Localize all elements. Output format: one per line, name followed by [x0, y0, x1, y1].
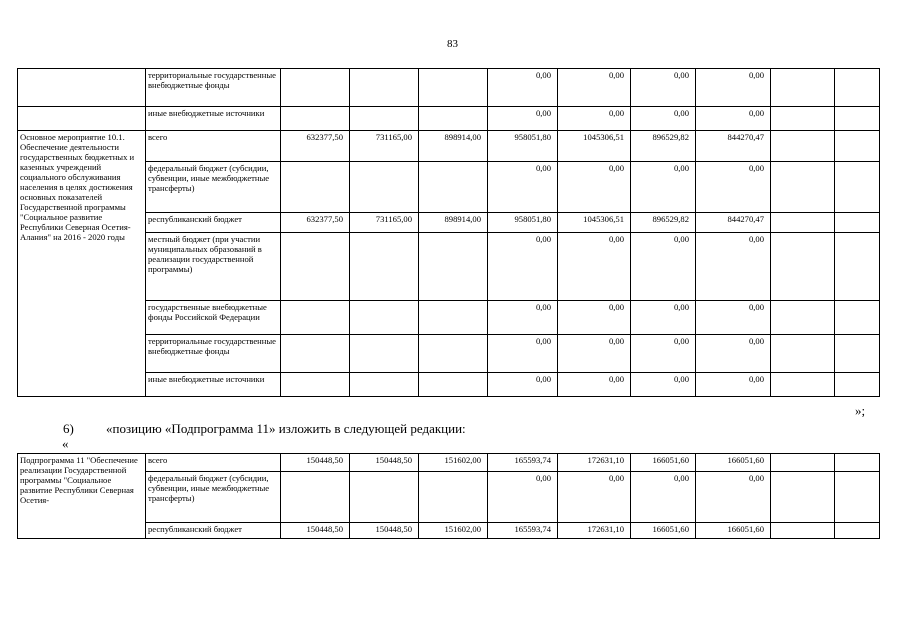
- value-cell: [419, 335, 488, 373]
- measure-name-cell: Основное мероприятие 10.1. Обеспечение деятельности государственных бюджетных и казенных учреждений социального обслуживания населения в целях достижения основных показателей Государственной программы "Социальное развитие Республики Северная Осетия-Алания" на 2016 - 2020 годы: [18, 131, 146, 397]
- value-cell: 0,00: [488, 107, 558, 131]
- value-cell: [835, 233, 880, 301]
- funding-source-cell: федеральный бюджет (субсидии, субвенции, иные межбюджетные трансферты): [146, 472, 281, 523]
- funding-source-cell: всего: [146, 131, 281, 162]
- table-row: [18, 162, 880, 213]
- value-cell: 0,00: [631, 301, 696, 335]
- opening-quote: «: [62, 436, 69, 451]
- value-cell: 166051,60: [696, 523, 771, 539]
- value-cell: 0,00: [631, 233, 696, 301]
- value-cell: 0,00: [558, 373, 631, 397]
- table-row: [18, 472, 880, 523]
- value-cell: [771, 162, 835, 213]
- table-row: [18, 301, 880, 335]
- funding-source-cell: федеральный бюджет (субсидии, субвенции, иные межбюджетные трансферты): [146, 162, 281, 213]
- value-cell: 844270,47: [696, 213, 771, 233]
- budget-table-bottom: [17, 453, 880, 539]
- value-cell: 0,00: [696, 472, 771, 523]
- value-cell: [281, 472, 350, 523]
- table-row: [18, 131, 880, 162]
- value-cell: [771, 233, 835, 301]
- value-cell: 150448,50: [281, 454, 350, 472]
- value-cell: 632377,50: [281, 131, 350, 162]
- table-row: [18, 233, 880, 301]
- value-cell: 898914,00: [419, 131, 488, 162]
- value-cell: [771, 107, 835, 131]
- funding-source-cell: территориальные государственные внебюджетные фонды: [146, 335, 281, 373]
- value-cell: [419, 162, 488, 213]
- measure-name-cell: [18, 107, 146, 131]
- value-cell: [835, 472, 880, 523]
- funding-source-cell: местный бюджет (при участии муниципальных образований в реализации государственной программы): [146, 233, 281, 301]
- value-cell: 0,00: [488, 335, 558, 373]
- value-cell: 0,00: [558, 162, 631, 213]
- value-cell: 0,00: [696, 69, 771, 107]
- value-cell: 0,00: [696, 233, 771, 301]
- value-cell: [350, 301, 419, 335]
- value-cell: 0,00: [558, 472, 631, 523]
- value-cell: [771, 213, 835, 233]
- value-cell: [835, 69, 880, 107]
- value-cell: [771, 454, 835, 472]
- table-row: [18, 454, 880, 472]
- value-cell: [281, 335, 350, 373]
- value-cell: [419, 373, 488, 397]
- table-row: [18, 69, 880, 107]
- value-cell: 0,00: [558, 301, 631, 335]
- value-cell: 958051,80: [488, 131, 558, 162]
- value-cell: [281, 373, 350, 397]
- value-cell: [835, 373, 880, 397]
- value-cell: 0,00: [696, 107, 771, 131]
- table-row: [18, 523, 880, 539]
- value-cell: 1045306,51: [558, 213, 631, 233]
- value-cell: 0,00: [631, 335, 696, 373]
- value-cell: 0,00: [631, 373, 696, 397]
- value-cell: [350, 162, 419, 213]
- funding-source-cell: государственные внебюджетные фонды Российской Федерации: [146, 301, 281, 335]
- funding-source-cell: республиканский бюджет: [146, 213, 281, 233]
- value-cell: 150448,50: [350, 523, 419, 539]
- value-cell: 0,00: [558, 335, 631, 373]
- item-number: 6): [63, 421, 74, 436]
- value-cell: [835, 162, 880, 213]
- measure-name-cell: [18, 69, 146, 107]
- value-cell: [835, 301, 880, 335]
- funding-source-cell: иные внебюджетные источники: [146, 373, 281, 397]
- value-cell: [771, 472, 835, 523]
- budget-table-top: [17, 68, 880, 397]
- value-cell: [281, 162, 350, 213]
- value-cell: [281, 107, 350, 131]
- value-cell: 0,00: [488, 162, 558, 213]
- value-cell: 165593,74: [488, 523, 558, 539]
- value-cell: 0,00: [558, 233, 631, 301]
- table-row: [18, 107, 880, 131]
- value-cell: [350, 107, 419, 131]
- value-cell: 632377,50: [281, 213, 350, 233]
- funding-source-cell: республиканский бюджет: [146, 523, 281, 539]
- value-cell: [350, 69, 419, 107]
- value-cell: [419, 301, 488, 335]
- value-cell: 172631,10: [558, 454, 631, 472]
- value-cell: [419, 233, 488, 301]
- value-cell: 0,00: [631, 69, 696, 107]
- value-cell: 151602,00: [419, 454, 488, 472]
- value-cell: 896529,82: [631, 131, 696, 162]
- value-cell: 731165,00: [350, 131, 419, 162]
- value-cell: 150448,50: [350, 454, 419, 472]
- funding-source-cell: территориальные государственные внебюджетные фонды: [146, 69, 281, 107]
- value-cell: 0,00: [488, 373, 558, 397]
- value-cell: 166051,60: [696, 454, 771, 472]
- value-cell: 0,00: [488, 472, 558, 523]
- value-cell: [771, 373, 835, 397]
- value-cell: [835, 213, 880, 233]
- table-row: [18, 335, 880, 373]
- table-row: [18, 213, 880, 233]
- value-cell: [835, 107, 880, 131]
- value-cell: [419, 472, 488, 523]
- value-cell: 165593,74: [488, 454, 558, 472]
- funding-source-cell: иные внебюджетные источники: [146, 107, 281, 131]
- value-cell: 0,00: [631, 107, 696, 131]
- value-cell: 0,00: [696, 335, 771, 373]
- value-cell: 0,00: [488, 69, 558, 107]
- value-cell: 0,00: [631, 472, 696, 523]
- value-cell: 166051,60: [631, 523, 696, 539]
- funding-source-cell: всего: [146, 454, 281, 472]
- value-cell: [771, 131, 835, 162]
- value-cell: 731165,00: [350, 213, 419, 233]
- value-cell: 0,00: [696, 162, 771, 213]
- value-cell: 0,00: [696, 373, 771, 397]
- value-cell: [281, 233, 350, 301]
- value-cell: [419, 69, 488, 107]
- value-cell: 958051,80: [488, 213, 558, 233]
- table-row: [18, 373, 880, 397]
- value-cell: [281, 69, 350, 107]
- value-cell: 0,00: [488, 233, 558, 301]
- value-cell: 172631,10: [558, 523, 631, 539]
- value-cell: 898914,00: [419, 213, 488, 233]
- value-cell: [350, 373, 419, 397]
- value-cell: 0,00: [631, 162, 696, 213]
- value-cell: 166051,60: [631, 454, 696, 472]
- closing-quote: »;: [855, 403, 866, 418]
- value-cell: [281, 301, 350, 335]
- value-cell: [771, 69, 835, 107]
- value-cell: [771, 523, 835, 539]
- subprogram-name-cell: Подпрограмма 11 "Обеспечение реализации Государственной программы "Социальное развитие Республики Северная Осетия-: [18, 454, 146, 539]
- value-cell: [419, 107, 488, 131]
- value-cell: 0,00: [558, 69, 631, 107]
- value-cell: 0,00: [558, 107, 631, 131]
- value-cell: 0,00: [488, 301, 558, 335]
- value-cell: 150448,50: [281, 523, 350, 539]
- value-cell: 1045306,51: [558, 131, 631, 162]
- value-cell: [350, 472, 419, 523]
- page-number: 83: [447, 38, 458, 50]
- value-cell: [350, 335, 419, 373]
- value-cell: [771, 335, 835, 373]
- value-cell: [835, 335, 880, 373]
- value-cell: 896529,82: [631, 213, 696, 233]
- value-cell: 844270,47: [696, 131, 771, 162]
- value-cell: 151602,00: [419, 523, 488, 539]
- value-cell: [835, 454, 880, 472]
- item-instruction: «позицию «Подпрограмма 11» изложить в следующей редакции:: [106, 421, 466, 436]
- value-cell: [835, 131, 880, 162]
- value-cell: [835, 523, 880, 539]
- value-cell: 0,00: [696, 301, 771, 335]
- value-cell: [771, 301, 835, 335]
- value-cell: [350, 233, 419, 301]
